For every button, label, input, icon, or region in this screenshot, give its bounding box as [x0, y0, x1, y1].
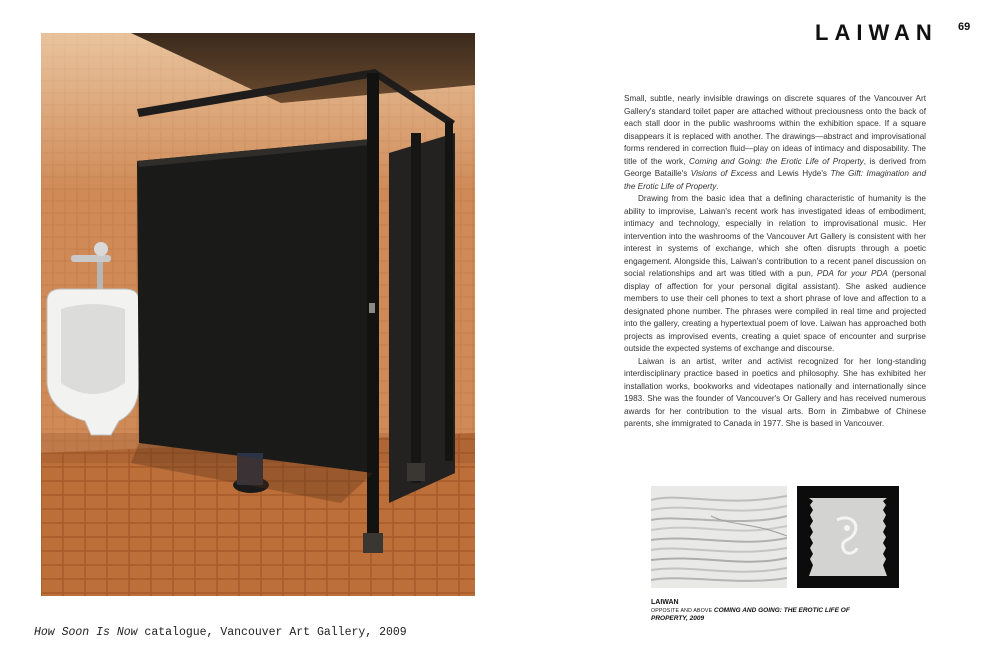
paragraph-1: Small, subtle, nearly invisible drawings on discrete squares of the Vancouver Art Gallery's standard toilet paper are attached without preciousness onto the back of each stall door in the public washrooms within the exhibition space. If a square disappears it is replaced with another. The drawings—abstract and improvisational forms rendered in correction fluid—play on ideas of intimacy and disposability. The title of the work, Coming and Going: the Erotic Life of Property, is derived from George Bataille's Visions of Excess and Lewis Hyde's The Gift: Imagination and the Erotic Life of Property.: [624, 94, 927, 191]
toilet-paper-drawing-photo: [797, 486, 899, 588]
caption-label: OPPOSITE AND ABOVE: [651, 608, 714, 614]
page-number: 69: [958, 21, 971, 33]
caption-title: COMING AND GOING: THE EROTIC LIFE OF PROPERTY: [651, 607, 850, 622]
caption-year: , 2009: [686, 615, 705, 622]
image-caption: [651, 599, 851, 623]
washroom-stall-photo: [41, 33, 475, 596]
article-body: [624, 93, 926, 431]
paragraph-2: Drawing from the basic idea that a defining characteristic of humanity is the ability to improvise, Laiwan's recent work has investigated ideas of embodiment, intimacy and technology, especially in relation to improvisational music. Her intervention into the washrooms of the Vancouver Art Gallery is consistent with her interest in systems of exchange, which she often disrupts through a poetic engagement. Alongside this, Laiwan's contribution to a recent panel discussion on social relationships and art was titled with a pun, PDA for your PDA (personal display of affection for your personal digital assistant). She asked audience members to use their cell phones to text a short phrase of love and affection to a designated phone number. The phrases were compiled in real time and projected into the gallery, creating a hypertextual poem of love. Laiwan has approached both projects as improvised events, creating a quiet space of encounter and surprise outside the expected systems of exchange and discourse.: [624, 194, 926, 353]
paper-stack-photo: [651, 486, 787, 588]
footer-citation: How Soon Is Now catalogue, Vancouver Art Gallery, 2009: [34, 626, 407, 639]
caption-artist: LAIWAN: [651, 599, 679, 606]
paragraph-3: Laiwan is an artist, writer and activist recognized for her long-standing interdisciplinary practice based in poetics and philosophy. She has exhibited her installation works, bookworks and videotapes nationally and internationally since 1983. She was the founder of Vancouver's Or Gallery and has received numerous awards for her contribution to the visual arts. Born in Zimbabwe of Chinese parents, she immigrated to Canada in 1977. She is based in Vancouver.: [624, 356, 926, 428]
artist-title: LAIWAN: [815, 20, 938, 45]
